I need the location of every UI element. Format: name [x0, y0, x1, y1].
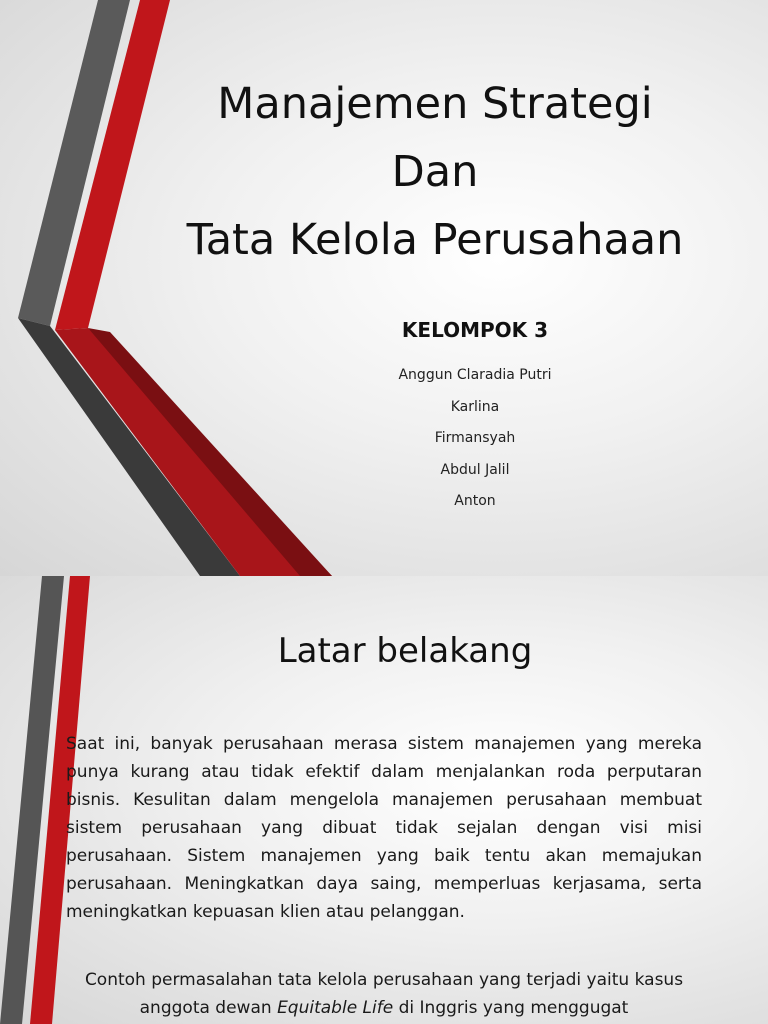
title-line-2: Dan: [391, 147, 479, 197]
example-text-italic: Equitable Life: [277, 998, 394, 1018]
presentation-title: [110, 70, 760, 274]
example-text-start: Contoh permasalahan tata kelola perusahaan yang terjadi yaitu kasus anggota dewan: [84, 970, 684, 1018]
member-name: Abdul Jalil: [440, 461, 510, 478]
slide-title: Latar belakang: [277, 631, 533, 671]
member-list: [300, 360, 650, 518]
example-paragraph: [66, 966, 702, 1022]
title-line-1: Manajemen Strategi: [217, 79, 653, 129]
member-name: Anton: [454, 493, 496, 509]
member-name: Firmansyah: [434, 430, 516, 446]
background-paragraph: Saat ini, banyak perusahaan merasa sistem manajemen yang mereka punya kurang atau tidak efektif dalam menjalankan roda perputaran bisnis. Kesulitan dalam mengelola manajemen perusahaan membuat sistem perusahaan yang dibuat tidak sejalan dengan visi misi perusahaan. Sistem manajemen yang baik tentu akan memajukan perusahaan. Meningkatkan daya saing, memperluas kerjasama, serta meningkatkan kepuasan klien atau pelanggan.: [66, 734, 702, 922]
group-title: KELOMPOK 3: [401, 318, 549, 342]
member-name: Karlina: [450, 398, 500, 415]
example-text-end: di Inggris yang menggugat: [393, 998, 629, 1018]
title-line-3: Tata Kelola Perusahaan: [186, 215, 684, 265]
content-slide: [0, 576, 768, 1024]
member-name: Anggun Claradia Putri: [398, 367, 552, 383]
